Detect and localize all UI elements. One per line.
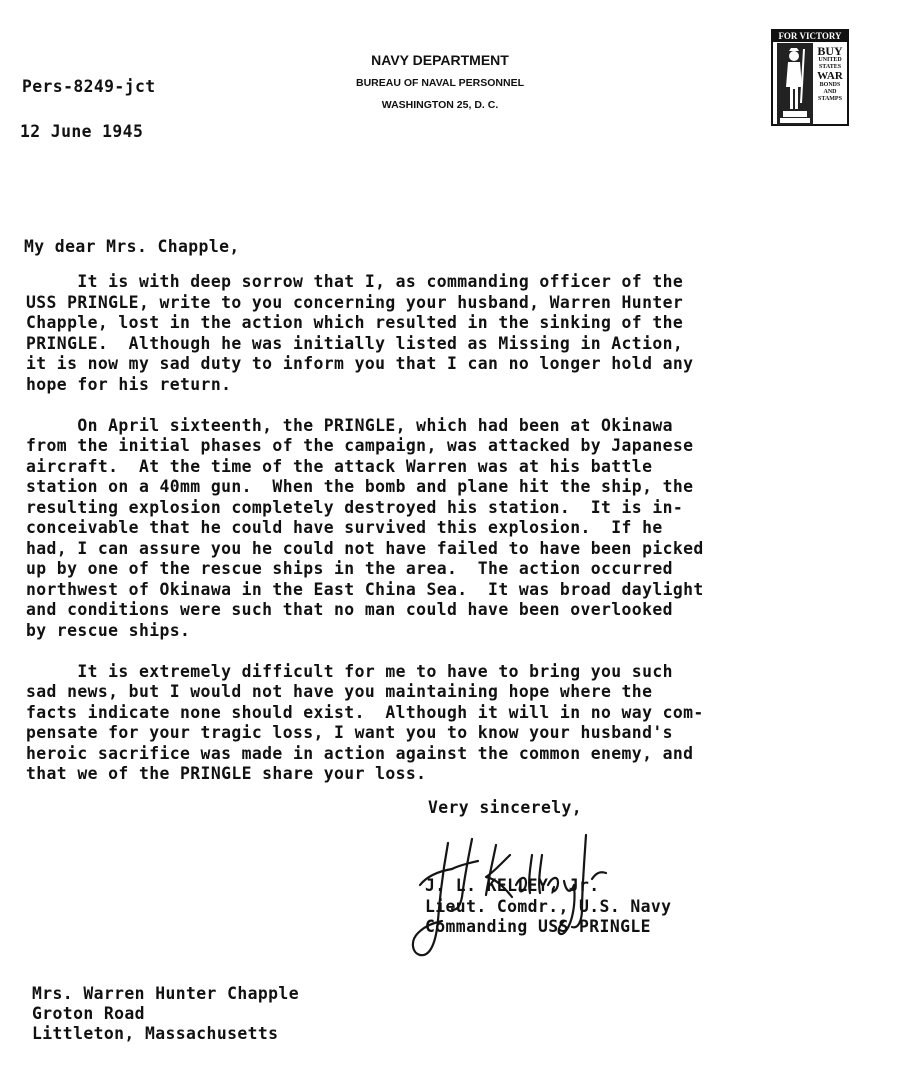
closing: Very sincerely, [428,798,583,817]
body-line: up by one of the rescue ships in the area. The action occurred [26,559,673,578]
body-line: Chapple, lost in the action which resulted in the sinking of the [26,313,684,332]
body-line: by rescue ships. [26,620,191,640]
letterhead-address: WASHINGTON 25, D. C. [381,99,499,111]
body-line: hope for his return. [26,374,232,394]
body-line: aircraft. At the time of the attack Warren was at his battle [26,456,653,476]
stamp-banner: FOR VICTORY [773,31,847,42]
stamp-united: UNITED [818,57,842,63]
recipient-name: Mrs. Warren Hunter Chapple [32,984,299,1003]
body-line: USS PRINGLE, write to you concerning your husband, Warren Hunter [26,292,684,312]
body-line: station on a 40mm gun. When the bomb and plane hit the ship, the [26,477,694,496]
body-line: sad news, but I would not have you maintaining hope where the [26,682,653,701]
war-bonds-stamp [771,29,849,126]
letterhead-title: NAVY DEPARTMENT [371,52,509,68]
body-line: It is extremely difficult for me to have to bring you such [26,661,673,681]
body-line: and conditions were such that no man could have been overlooked [26,600,673,619]
stamp-and: AND [823,89,837,95]
recipient-street: Groton Road [32,1004,145,1023]
letter-date: 12 June 1945 [20,122,144,141]
body-line: facts indicate none should exist. Although it will in no way com- [26,702,704,722]
stamp-text [813,45,847,103]
minuteman-figure-icon [777,43,813,125]
body-line: conceivable that he could have survived this explosion. If he [26,518,663,537]
body-line: PRINGLE. Although he was initially listed as Missing in Action, [26,333,684,353]
salutation: My dear Mrs. Chapple, [24,237,240,256]
body-line: It is with deep sorrow that I, as commanding officer of the [26,272,684,291]
stamp-war: WAR [817,70,843,82]
body-line: that we of the PRINGLE share your loss. [26,764,427,783]
body-line: from the initial phases of the campaign, was attacked by Japanese [26,436,694,455]
stamp-bonds: BONDS [819,82,841,88]
signer-rank: Lieut. Comdr., U.S. Navy [425,897,672,916]
reference-number: Pers-8249-jct [22,77,156,96]
recipient-city: Littleton, Massachusetts [32,1024,279,1043]
body-line: it is now my sad duty to inform you that I can no longer hold any [26,354,694,373]
stamp-buy: BUY [817,44,843,58]
body-line: northwest of Okinawa in the East China Sea. It was broad daylight [26,579,704,599]
body-line: pensate for your tragic loss, I want you to know your husband's [26,723,673,742]
signer-name: J. L. KELLEY, Jr. [425,876,600,895]
letterhead-bureau: BUREAU OF NAVAL PERSONNEL [355,77,524,89]
stamp-states: STATES [818,64,842,70]
body-line: heroic sacrifice was made in action against the common enemy, and [26,743,694,763]
stamp-stamps: STAMPS [818,96,842,102]
body-line: On April sixteenth, the PRINGLE, which had been at Okinawa [26,415,673,435]
body-line: resulting explosion completely destroyed his station. It is in- [26,497,684,517]
body-line: had, I can assure you he could not have failed to have been picked [26,538,704,558]
signer-command: Commanding USS PRINGLE [425,917,651,936]
